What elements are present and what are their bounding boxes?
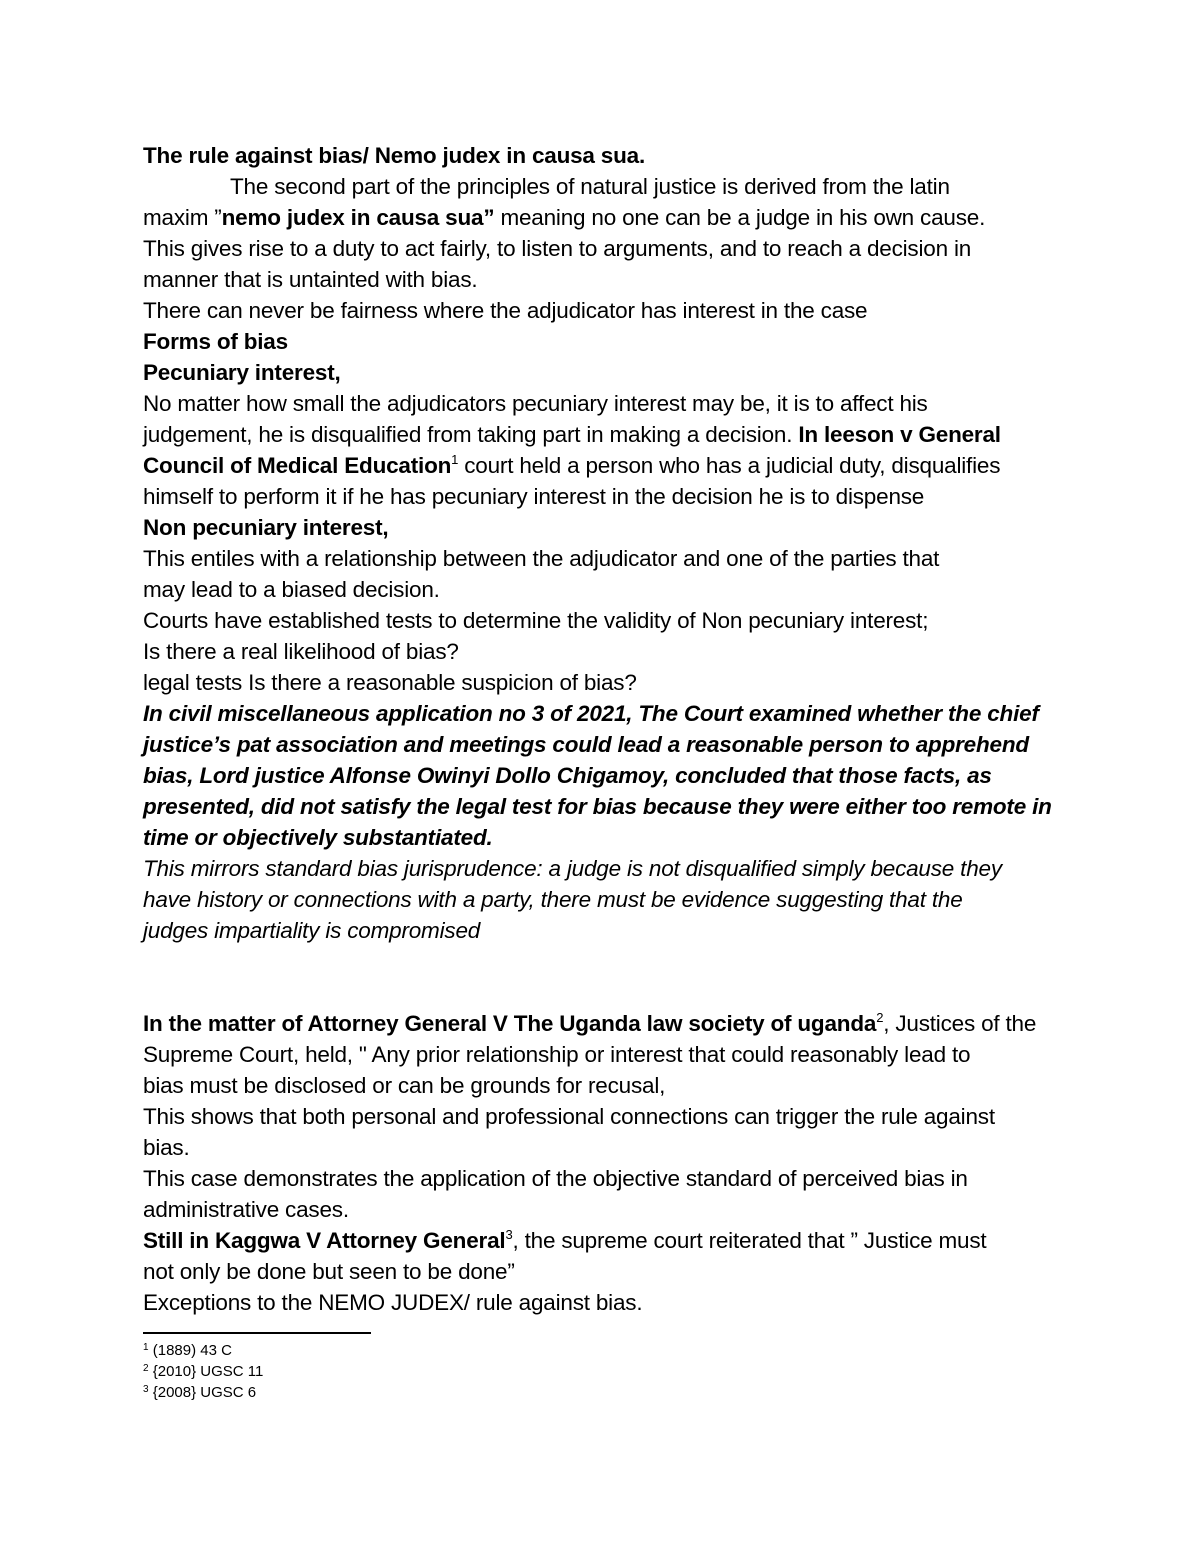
pecuniary-line: himself to perform it if he has pecuniary interest in the decision he is to dispense: [143, 484, 925, 509]
document-body: [143, 140, 1073, 1318]
footnote-number: 2: [143, 1363, 149, 1374]
intro-text: meaning no one can be a judge in his own cause.: [494, 205, 986, 230]
ag-case-line: bias must be disclosed or can be grounds for recusal,: [143, 1073, 666, 1098]
footnote-number: 3: [143, 1384, 149, 1395]
case-name: In leeson v General: [798, 422, 1001, 447]
ag-case-line: This shows that both personal and professional connections can trigger the rule against: [143, 1104, 995, 1129]
non-pecuniary-heading: Non pecuniary interest,: [143, 515, 389, 540]
ag-case-line: Supreme Court, held, " Any prior relationship or interest that could reasonably lead to: [143, 1042, 971, 1067]
intro-line: manner that is untainted with bias.: [143, 267, 478, 292]
intro-line: The second part of the principles of natural justice is derived from the latin: [230, 174, 950, 199]
ag-case-line: administrative cases.: [143, 1197, 349, 1222]
non-pecuniary-line: Courts have established tests to determine the validity of Non pecuniary interest;: [143, 608, 929, 633]
case-name: Still in Kaggwa V Attorney General: [143, 1228, 506, 1253]
footnote-ref[interactable]: 2: [876, 1010, 884, 1025]
footnote-separator: [143, 1332, 371, 1334]
kaggwa-line: [143, 1225, 1073, 1256]
intro-line: There can never be fairness where the adjudicator has interest in the case: [143, 298, 868, 323]
ag-case-line: This case demonstrates the application of the objective standard of perceived bias in: [143, 1166, 968, 1191]
kaggwa-line: not only be done but seen to be done”: [143, 1259, 515, 1284]
civil-case-line: In civil miscellaneous application no 3 of 2021, The Court examined whether the chief: [143, 701, 1039, 726]
kaggwa-text: , the supreme court reiterated that ” Justice must: [512, 1228, 987, 1253]
mirrors-line: have history or connections with a party, there must be evidence suggesting that the: [143, 887, 963, 912]
pecuniary-line: [143, 450, 1073, 481]
pecuniary-line: No matter how small the adjudicators pecuniary interest may be, it is to affect his: [143, 391, 928, 416]
forms-heading: Forms of bias: [143, 329, 288, 354]
pecuniary-line: [143, 419, 1073, 450]
pecuniary-heading: Pecuniary interest,: [143, 360, 341, 385]
footnote-text: (1889) 43 C: [148, 1342, 232, 1359]
intro-text: maxim ”: [143, 205, 222, 230]
civil-case-line: justice’s pat association and meetings could lead a reasonable person to apprehend: [143, 732, 1029, 757]
civil-case-line: presented, did not satisfy the legal test for bias because they were either too remote in: [143, 794, 1052, 819]
non-pecuniary-line: legal tests Is there a reasonable suspicion of bias?: [143, 670, 637, 695]
mirrors-line: judges impartiality is compromised: [143, 918, 481, 943]
intro-line: This gives rise to a duty to act fairly, to listen to arguments, and to reach a decision in: [143, 236, 972, 261]
footnote-ref[interactable]: 1: [451, 452, 459, 467]
non-pecuniary-line: Is there a real likelihood of bias?: [143, 639, 459, 664]
ag-case-line: bias.: [143, 1135, 190, 1160]
civil-case-line: time or objectively substantiated.: [143, 825, 493, 850]
footnote: [143, 1382, 743, 1403]
mirrors-line: This mirrors standard bias jurisprudence: a judge is not disqualified simply because they: [143, 856, 1002, 881]
ag-case-text: , Justices of the: [883, 1011, 1037, 1036]
intro-line: [143, 202, 1073, 233]
pecuniary-text: court held a person who has a judicial duty, disqualifies: [458, 453, 1001, 478]
civil-case-line: bias, Lord justice Alfonse Owinyi Dollo Chigamoy, concluded that those facts, as: [143, 763, 992, 788]
exceptions-line: Exceptions to the NEMO JUDEX/ rule against bias.: [143, 1290, 643, 1315]
ag-case-line: [143, 1008, 1073, 1039]
document-title: The rule against bias/ Nemo judex in causa sua.: [143, 143, 646, 168]
pecuniary-text: judgement, he is disqualified from taking part in making a decision.: [143, 422, 799, 447]
latin-maxim: nemo judex in causa sua”: [221, 205, 495, 230]
footnote-number: 1: [143, 1342, 149, 1353]
footnotes: [143, 1332, 743, 1403]
blank-spacer: [143, 946, 1073, 1008]
footnote-text: {2010} UGSC 11: [148, 1363, 264, 1380]
footnote: [143, 1340, 743, 1361]
footnote-ref[interactable]: 3: [505, 1227, 513, 1242]
non-pecuniary-line: may lead to a biased decision.: [143, 577, 440, 602]
footnote-text: {2008} UGSC 6: [148, 1384, 257, 1401]
case-name: Council of Medical Education: [143, 453, 452, 478]
footnote: [143, 1361, 743, 1382]
case-name: In the matter of Attorney General V The Uganda law society of uganda: [143, 1011, 877, 1036]
non-pecuniary-line: This entiles with a relationship between the adjudicator and one of the parties that: [143, 546, 940, 571]
